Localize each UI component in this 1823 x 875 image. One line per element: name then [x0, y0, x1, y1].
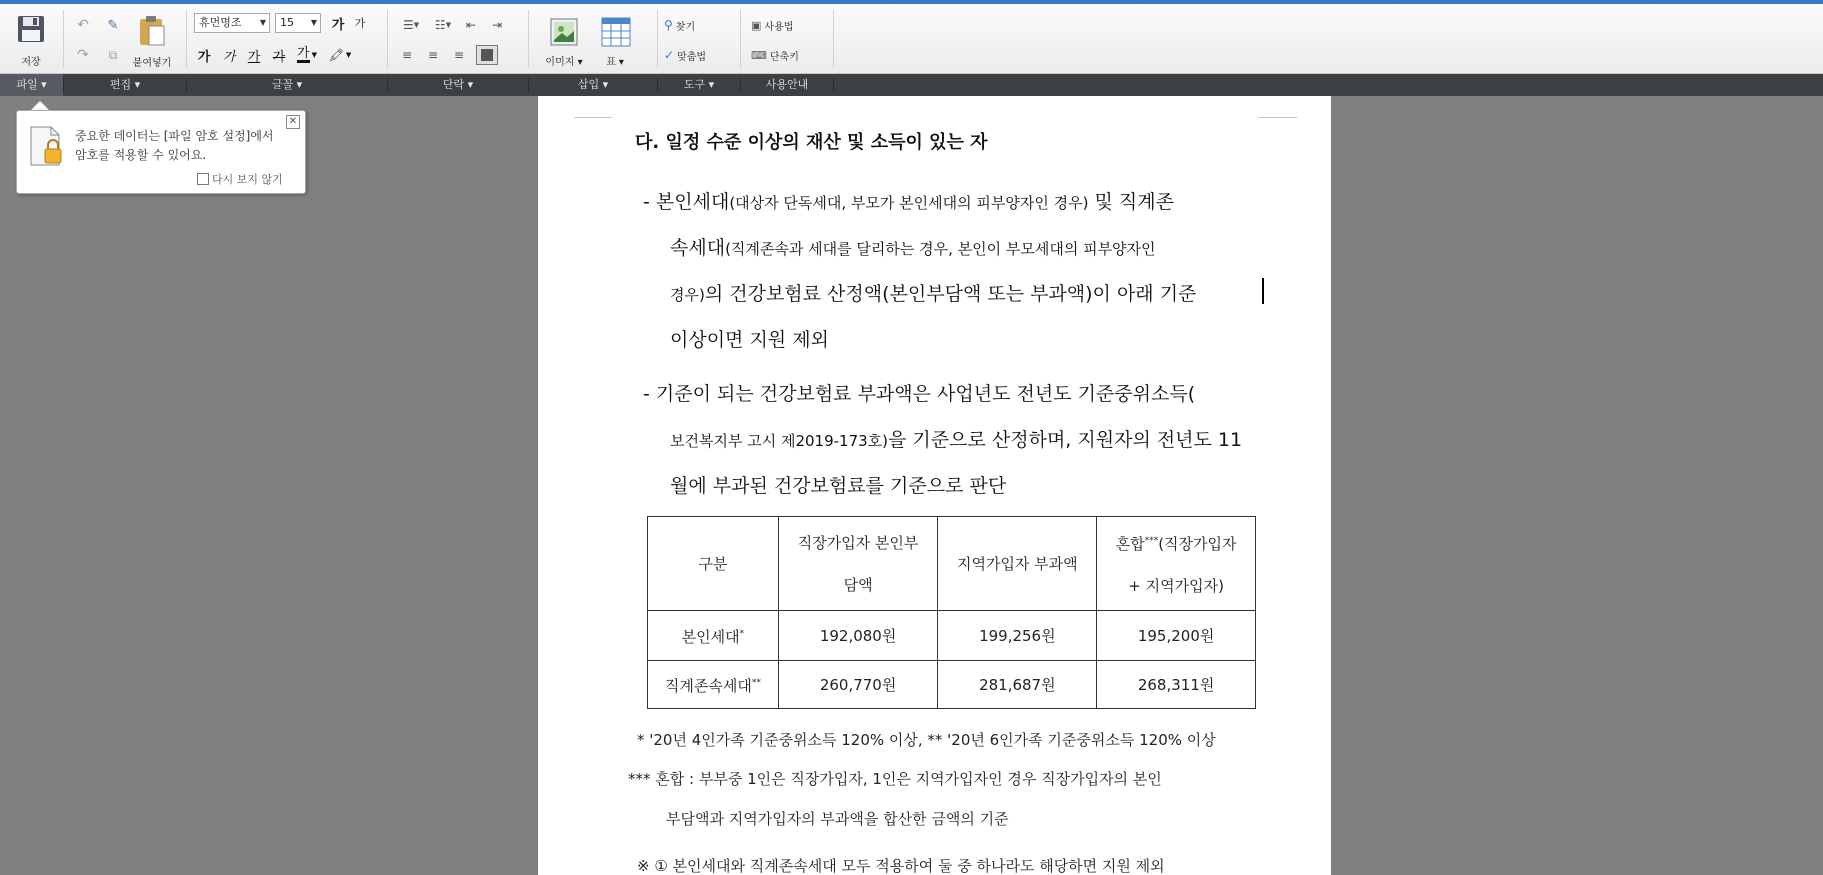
shortcut-keys-button[interactable]: [751, 46, 821, 64]
tab-divider: [833, 78, 834, 92]
close-icon[interactable]: ✕: [286, 115, 300, 129]
align-left-button[interactable]: [398, 46, 416, 64]
section-heading: 다. 일정 수준 이상의 재산 및 소득이 있는 자: [635, 132, 988, 153]
shrink-font-glyph: 가: [354, 17, 366, 30]
group-separator: [833, 10, 834, 68]
strikethrough-glyph: 가: [272, 49, 286, 65]
tab-font[interactable]: 글꼴 ▾: [271, 78, 303, 91]
shrink-font-button[interactable]: [351, 14, 369, 32]
header-line: 담액: [843, 575, 873, 594]
tab-edit[interactable]: 편집 ▾: [109, 78, 141, 91]
paste-label: 붙여넣기: [132, 58, 172, 69]
redo-button[interactable]: [74, 46, 92, 64]
underline-button[interactable]: [245, 46, 263, 64]
keyboard-icon: ⌨: [751, 48, 767, 62]
paragraph-1-line-2: [670, 233, 1156, 260]
format-painter-button[interactable]: [104, 16, 122, 34]
undo-icon: ↶: [77, 17, 89, 33]
align-right-button[interactable]: [450, 46, 468, 64]
align-justify-icon: [481, 49, 493, 61]
insert-image-button[interactable]: [549, 17, 579, 47]
text-run: 기준이 되는 건강보험료 부과액은 사업년도 전년도 기준중위소득(: [655, 383, 1196, 405]
usage-guide-label: 사용법: [764, 21, 794, 33]
edit-group: [64, 4, 186, 74]
tab-file[interactable]: 파일 ▾: [0, 74, 63, 96]
chevron-down-icon: ▼: [345, 51, 352, 59]
bullet-dash: -: [643, 191, 650, 213]
chevron-down-icon: ▼: [413, 21, 420, 29]
header-line: 혼합***(직장가입자: [1115, 535, 1237, 553]
save-label: 저장: [21, 57, 41, 68]
increase-indent-icon: ⇥: [491, 18, 503, 32]
font-color-button[interactable]: [293, 46, 321, 64]
table-icon: [601, 17, 631, 47]
table-cell: 192,080원: [778, 611, 938, 661]
highlighter-icon: 🖍: [328, 48, 344, 62]
table-header-cell: 구분: [648, 517, 779, 611]
font-color-glyph: 가: [297, 46, 310, 61]
insert-table-button[interactable]: [600, 16, 632, 48]
grow-font-button[interactable]: [329, 14, 347, 32]
usage-guide-button[interactable]: [751, 16, 821, 34]
help-group: [741, 4, 833, 74]
increase-indent-button[interactable]: [488, 16, 506, 34]
table-header-cell: [1097, 517, 1256, 611]
footnote-3: ※ ① 본인세대와 직계존속세대 모두 적용하여 둘 중 하나라도 해당하면 지원 제외: [637, 857, 1165, 875]
spellcheck-label: 맞춤법: [677, 51, 707, 63]
text-cursor: [1262, 278, 1264, 304]
bold-button[interactable]: [195, 46, 213, 64]
table-row: [648, 611, 1256, 661]
book-icon: ▣: [751, 18, 762, 32]
paragraph-2-line-1: [643, 379, 1195, 406]
font-size-value: 15: [280, 16, 294, 29]
table-row-label: 본인세대*: [648, 611, 779, 661]
premium-criteria-table: [647, 516, 1256, 709]
font-name-value: 휴먼명조: [199, 16, 242, 29]
text-run: 본인세대: [655, 191, 730, 213]
paragraph-1-line-1: [643, 187, 1174, 214]
paragraph-group: [388, 4, 528, 74]
locked-document-icon: [29, 125, 65, 167]
footnote-2-line-2: 부담액과 지역가입자의 부과액을 합산한 금액의 기준: [666, 810, 1009, 828]
header-line: 직장가입자 본인부: [797, 533, 919, 552]
font-name-select[interactable]: [194, 13, 270, 33]
shortcut-keys-label: 단축키: [769, 51, 799, 63]
numbered-list-button[interactable]: [398, 16, 424, 34]
chevron-down-icon: ▼: [311, 51, 317, 59]
decrease-indent-icon: ⇤: [465, 18, 477, 32]
bullet-list-button[interactable]: [430, 16, 456, 34]
highlight-button[interactable]: [325, 46, 355, 64]
font-group: [187, 4, 387, 74]
spellcheck-icon: ✓: [664, 48, 675, 62]
footnote-2-line-1: *** 혼합 : 부부중 1인은 직장가입자, 1인은 지역가입자인 경우 직장가입자의 본인: [628, 770, 1162, 788]
magnifier-icon: ⚲: [664, 18, 673, 32]
table-cell: 281,687원: [938, 661, 1097, 709]
tools-group: [658, 4, 740, 74]
italic-glyph: 가: [222, 49, 236, 65]
save-group: [0, 4, 62, 74]
font-size-select[interactable]: [275, 13, 321, 33]
table-row: [648, 661, 1256, 709]
checkbox-label: 다시 보지 않기: [212, 173, 283, 186]
copy-button[interactable]: [104, 46, 122, 64]
checkbox-box[interactable]: [197, 173, 209, 185]
paste-button[interactable]: [137, 14, 167, 48]
ribbon-toolbar: [0, 4, 1823, 74]
chevron-down-icon: ▼: [259, 18, 266, 27]
undo-button[interactable]: [74, 16, 92, 34]
table-cell: 260,770원: [778, 661, 938, 709]
password-tip-popup: [16, 110, 306, 194]
table-header-cell: 지역가입자 부과액: [938, 517, 1097, 611]
chevron-down-icon: ▼: [445, 21, 452, 29]
text-run: 을 기준으로 산정하며, 지원자의 전년도 11: [888, 429, 1243, 451]
find-label: 찾기: [675, 21, 696, 33]
insert-table-label: 표 ▾: [606, 57, 624, 68]
tab-tools[interactable]: 도구 ▾: [683, 78, 715, 91]
tab-usage-guide[interactable]: 사용안내: [765, 78, 809, 91]
paragraph-1-line-4: 이상이면 지원 제외: [670, 329, 829, 351]
table-row-label: 직계존속세대**: [648, 661, 779, 709]
header-line: + 지역가입자): [1128, 577, 1224, 595]
paragraph-2-line-2: [670, 425, 1242, 452]
text-run: (직계존속과 세대를 달리하는 경우, 본인이 부모세대의 피부양자인: [725, 240, 1156, 258]
corner-mark: [574, 96, 612, 118]
floppy-disk-icon: [16, 14, 46, 44]
text-run: 보건복지부 고시 제2019-173호): [670, 432, 889, 450]
strikethrough-button[interactable]: [270, 46, 288, 64]
underline-glyph: 가: [247, 49, 261, 65]
format-painter-icon: ✎: [107, 17, 119, 33]
text-run: 의 건강보험료 산정액(본인부담액 또는 부과액)이 아래 기준: [704, 283, 1197, 305]
align-center-icon: ≡: [427, 48, 439, 62]
grow-font-glyph: 가: [331, 17, 345, 33]
image-icon: [550, 18, 578, 46]
corner-mark: [1259, 96, 1297, 118]
tab-insert[interactable]: 삽입 ▾: [577, 78, 609, 91]
align-justify-button[interactable]: [476, 45, 498, 65]
table-cell: 199,256원: [938, 611, 1097, 661]
table-cell: 195,200원: [1097, 611, 1256, 661]
numbered-list-icon: ☰: [402, 18, 414, 32]
decrease-indent-button[interactable]: [462, 16, 480, 34]
tooltip-line: 중요한 데이터는 [파일 암호 설정]에서: [75, 129, 274, 143]
align-center-button[interactable]: [424, 46, 442, 64]
find-button[interactable]: [664, 16, 734, 34]
table-cell: 268,311원: [1097, 661, 1256, 709]
align-left-icon: ≡: [401, 48, 413, 62]
table-header-cell: [778, 517, 938, 611]
insert-group: [529, 4, 657, 74]
dont-show-again-checkbox[interactable]: [197, 171, 283, 187]
text-run: 경우): [670, 286, 705, 304]
italic-button[interactable]: [220, 46, 238, 64]
spellcheck-button[interactable]: [664, 46, 734, 64]
clipboard-icon: [138, 15, 166, 47]
text-run: (대상자 단독세대, 부모가 본인세대의 피부양자인 경우): [729, 194, 1089, 212]
save-button[interactable]: [16, 14, 46, 44]
bold-glyph: 가: [197, 49, 211, 65]
menu-tab-bar: [0, 74, 1823, 96]
tooltip-line: 암호를 적용할 수 있어요.: [75, 148, 207, 162]
paragraph-2-line-3: 월에 부과된 건강보험료를 기준으로 판단: [670, 475, 1007, 497]
text-run: 및 직계존: [1088, 191, 1174, 213]
table-header-row: [648, 517, 1256, 611]
chevron-down-icon: ▼: [310, 18, 317, 27]
footnote-1: * '20년 4인가족 기준중위소득 120% 이상, ** '20년 6인가족 기준중위소득 120% 이상: [637, 731, 1216, 749]
text-run: 속세대: [670, 237, 726, 259]
bullet-dash: -: [643, 383, 650, 405]
redo-icon: ↷: [77, 47, 89, 63]
bullet-list-icon: ☷: [434, 18, 446, 32]
tab-paragraph[interactable]: 단락 ▾: [442, 78, 474, 91]
copy-icon: ⧉: [108, 47, 118, 62]
insert-image-label: 이미지 ▾: [545, 57, 583, 68]
paragraph-1-line-3: [670, 279, 1196, 306]
align-right-icon: ≡: [453, 48, 465, 62]
tooltip-text: [75, 127, 274, 165]
